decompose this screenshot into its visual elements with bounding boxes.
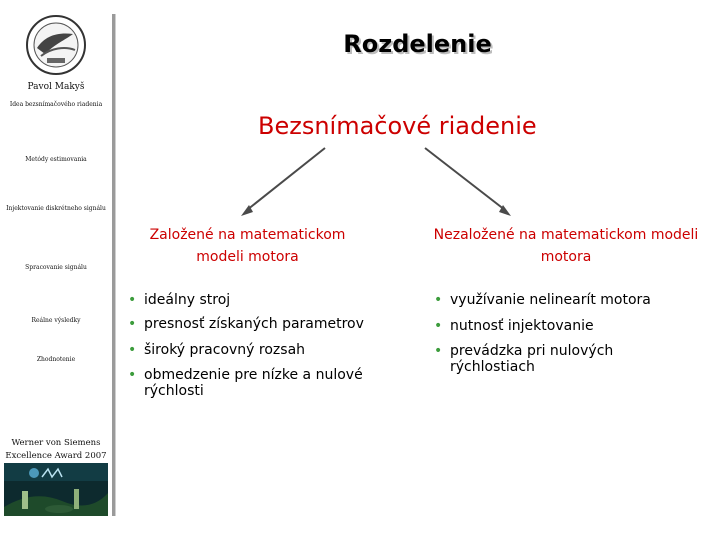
left-column-heading: Založené na matematickom modeli motora [149,227,346,265]
list-item: • prevádzka pri nulových rýchlostiach [432,343,702,375]
nav-item-label: Idea bezsnímačového riadenia [9,101,103,108]
nav-item-label: Reálne výsledky [31,317,81,324]
list-item: • široký pracovný rozsah [126,342,411,358]
list-item: • presnosť získaných parametrov [126,316,411,332]
list-item: • nutnosť injektovanie [432,318,702,334]
award-line-2: Excellence Award 2007 [5,451,107,461]
page-title: Rozdelenie [343,30,492,58]
nav-item-label: Injektovanie diskrétneho signálu [6,205,106,212]
list-item: • ideálny stroj [126,292,411,308]
right-bullet-list [432,292,702,375]
arrow-line-right [425,148,505,210]
nav-item-label: Metódy estimovania [25,156,87,163]
subtitle: Bezsnímačové riadenie [258,112,537,140]
right-column-heading: Nezaložené na matematickom modeli motora [433,227,699,265]
nav-item-label: Zhodnotenie [36,356,76,363]
left-bullet-list [126,292,411,399]
list-item: • obmedzenie pre nízke a nulové rýchlosti [126,367,411,399]
arrow-line-left [247,148,325,210]
list-item: • využívanie nelinearít motora [432,292,702,308]
author-name: Pavol Makyš [27,82,85,92]
nav-item-label: Spracovanie signálu [25,264,87,271]
award-line-1: Werner von Siemens [11,438,101,448]
